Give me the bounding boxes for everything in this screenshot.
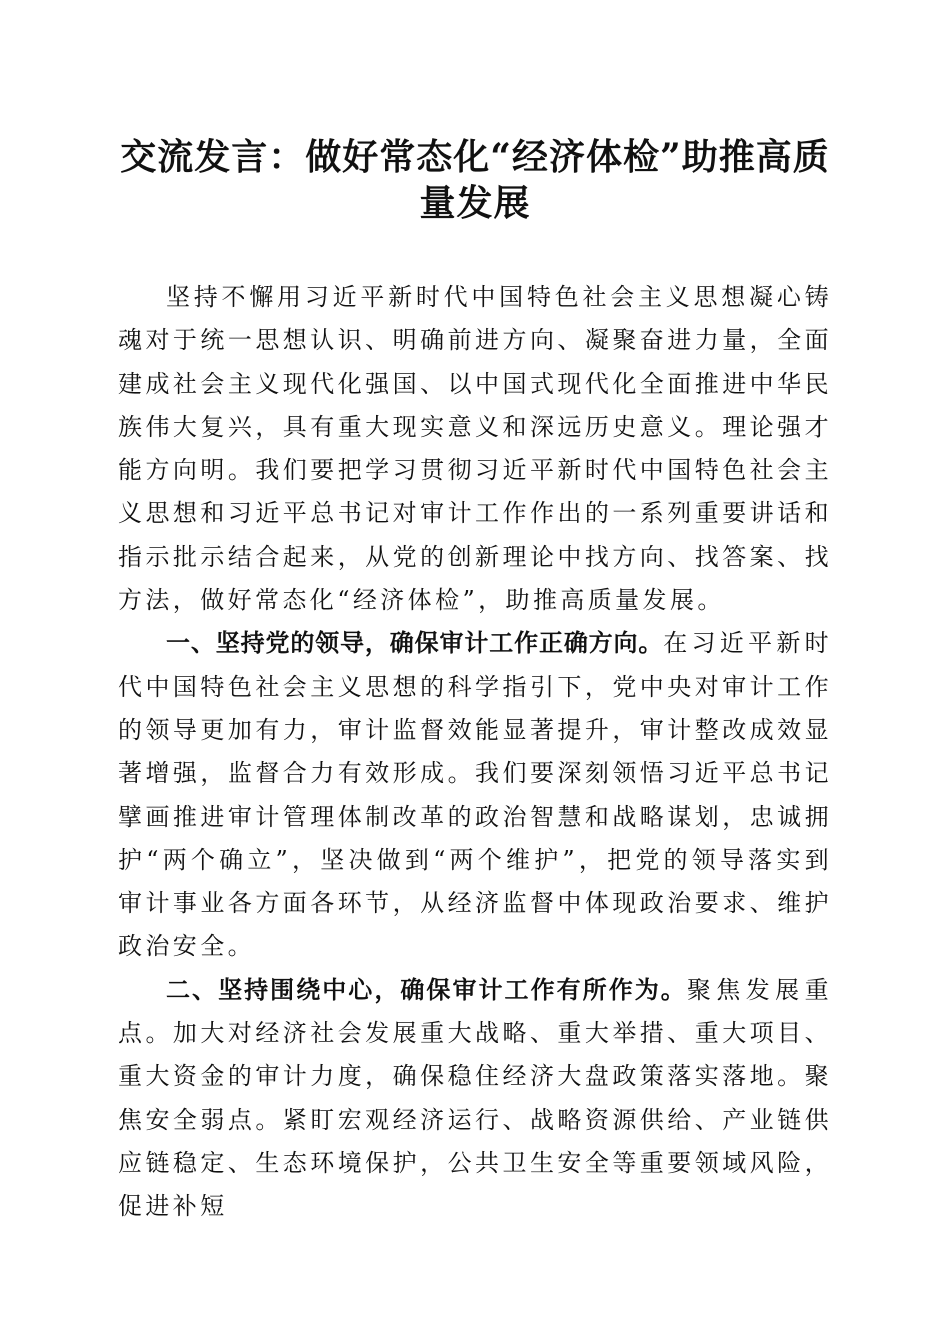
document-body	[118, 276, 832, 1229]
paragraph-section-2	[118, 969, 832, 1229]
document-title: 交流发言：做好常态化“经济体检”助推高质量发展	[120, 136, 830, 224]
paragraph-text: 在习近平新时代中国特色社会主义思想的科学指引下，党中央对审计工作的领导更加有力，审计监督效能显著提升，审计整改成效显著增强，监督合力有效形成。我们要深刻领悟习近平总书记擘画推进审计管理体制改革的政治智慧和战略谋划，忠诚拥护“两个确立”，坚决做到“两个维护”，把党的领导落实到审计事业各方面各环节，从经济监督中体现政治要求、维护政治安全。	[118, 629, 832, 961]
paragraph-section-1	[118, 622, 832, 968]
section-heading: 一、坚持党的领导，确保审计工作正确方向。	[166, 629, 664, 658]
paragraph-text: 坚持不懈用习近平新时代中国特色社会主义思想凝心铸魂对于统一思想认识、明确前进方向、凝聚奋进力量，全面建成社会主义现代化强国、以中国式现代化全面推进中华民族伟大复兴，具有重大现实意义和深远历史意义。理论强才能方向明。我们要把学习贯彻习近平新时代中国特色社会主义思想和习近平总书记对审计工作作出的一系列重要讲话和指示批示结合起来，从党的创新理论中找方向、找答案、找方法，做好常态化“经济体检”，助推高质量发展。	[118, 283, 832, 615]
paragraph-intro	[118, 276, 832, 622]
paragraph-text: 聚焦发展重点。加大对经济社会发展重大战略、重大举措、重大项目、重大资金的审计力度，确保稳住经济大盘政策落实落地。聚焦安全弱点。紧盯宏观经济运行、战略资源供给、产业链供应链稳定、生态环境保护，公共卫生安全等重要领域风险，促进补短	[118, 975, 833, 1221]
section-heading: 二、坚持围绕中心，确保审计工作有所作为。	[166, 975, 687, 1004]
